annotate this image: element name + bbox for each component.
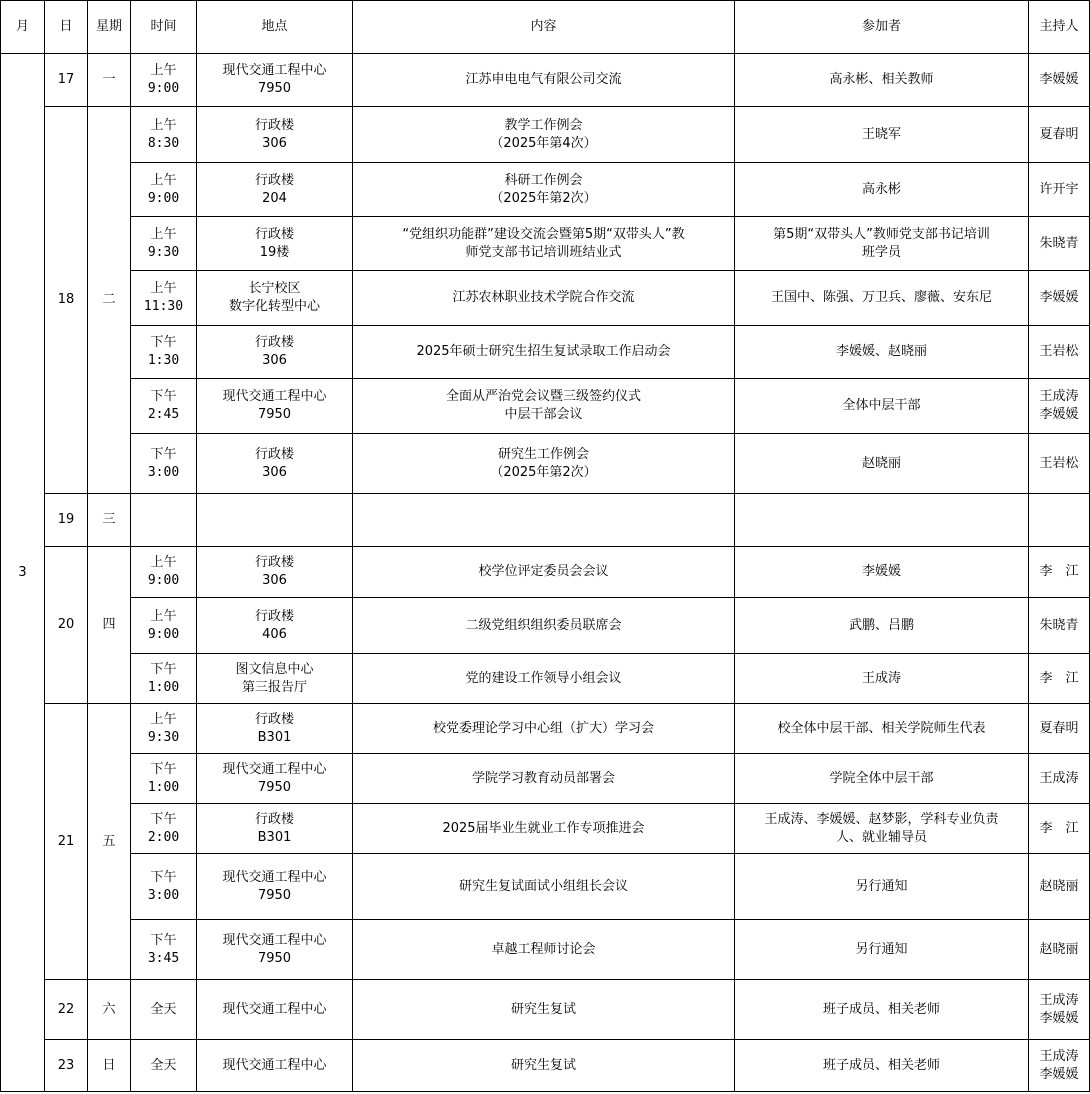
- day-cell: 21: [45, 704, 88, 980]
- header-row: [1, 1, 1090, 54]
- time-cell: 上午 9:00: [131, 54, 197, 107]
- content-cell: 研究生复试: [353, 980, 735, 1040]
- host-cell: 夏春明: [1029, 107, 1090, 163]
- participants-cell: 班子成员、相关老师: [735, 980, 1029, 1040]
- time-cell: 全天: [131, 980, 197, 1040]
- content-cell: 卓越工程师讨论会: [353, 920, 735, 980]
- content-cell: [353, 494, 735, 547]
- host-cell: 王成涛 李媛媛: [1029, 379, 1090, 434]
- participants-cell: 班子成员、相关老师: [735, 1040, 1029, 1092]
- time-cell: 下午 2:00: [131, 804, 197, 854]
- content-cell: 全面从严治党会议暨三级签约仪式 中层干部会议: [353, 379, 735, 434]
- location-cell: 现代交通工程中心 7950: [197, 920, 353, 980]
- content-cell: 2025年硕士研究生招生复试录取工作启动会: [353, 326, 735, 379]
- time-cell: 下午 3:45: [131, 920, 197, 980]
- location-cell: 现代交通工程中心 7950: [197, 379, 353, 434]
- participants-cell: 王成涛、李媛媛、赵梦影，学科专业负责 人、就业辅导员: [735, 804, 1029, 854]
- table-row: [1, 217, 1090, 271]
- month-cell: 3: [1, 54, 45, 1092]
- location-cell: 图文信息中心 第三报告厅: [197, 654, 353, 704]
- content-cell: 科研工作例会 （2025年第2次）: [353, 163, 735, 217]
- content-cell: 教学工作例会 （2025年第4次）: [353, 107, 735, 163]
- day-cell: 17: [45, 54, 88, 107]
- table-row: [1, 704, 1090, 754]
- time-cell: 下午 3:00: [131, 854, 197, 920]
- host-cell: 李媛媛: [1029, 54, 1090, 107]
- participants-cell: 校全体中层干部、相关学院师生代表: [735, 704, 1029, 754]
- participants-cell: 另行通知: [735, 920, 1029, 980]
- content-cell: 学院学习教育动员部署会: [353, 754, 735, 804]
- participants-cell: 学院全体中层干部: [735, 754, 1029, 804]
- location-cell: 现代交通工程中心 7950: [197, 54, 353, 107]
- table-row: [1, 598, 1090, 654]
- table-row: [1, 163, 1090, 217]
- location-cell: 现代交通工程中心: [197, 980, 353, 1040]
- content-cell: 研究生工作例会 （2025年第2次）: [353, 434, 735, 494]
- table-row: [1, 326, 1090, 379]
- weekday-cell: 六: [88, 980, 131, 1040]
- header-weekday: 星期: [88, 1, 131, 54]
- host-cell: 朱晓青: [1029, 217, 1090, 271]
- time-cell: 上午 9:30: [131, 704, 197, 754]
- host-cell: 夏春明: [1029, 704, 1090, 754]
- location-cell: 行政楼 306: [197, 434, 353, 494]
- time-cell: 下午 3:00: [131, 434, 197, 494]
- participants-cell: 第5期“双带头人”教师党支部书记培训 班学员: [735, 217, 1029, 271]
- day-cell: 22: [45, 980, 88, 1040]
- location-cell: 现代交通工程中心 7950: [197, 754, 353, 804]
- participants-cell: 高永彬、相关教师: [735, 54, 1029, 107]
- time-cell: 上午 9:00: [131, 547, 197, 598]
- content-cell: 校学位评定委员会会议: [353, 547, 735, 598]
- time-cell: 下午 1:00: [131, 754, 197, 804]
- content-cell: 江苏申电电气有限公司交流: [353, 54, 735, 107]
- time-cell: 下午 1:30: [131, 326, 197, 379]
- day-cell: 19: [45, 494, 88, 547]
- content-cell: 二级党组织组织委员联席会: [353, 598, 735, 654]
- header-content: 内容: [353, 1, 735, 54]
- weekday-cell: 日: [88, 1040, 131, 1092]
- weekday-cell: 三: [88, 494, 131, 547]
- location-cell: [197, 494, 353, 547]
- header-host: 主持人: [1029, 1, 1090, 54]
- content-cell: 校党委理论学习中心组（扩大）学习会: [353, 704, 735, 754]
- participants-cell: 李媛媛、赵晓丽: [735, 326, 1029, 379]
- content-cell: 党的建设工作领导小组会议: [353, 654, 735, 704]
- content-cell: “党组织功能群”建设交流会暨第5期“双带头人”教 师党支部书记培训班结业式: [353, 217, 735, 271]
- content-cell: 研究生复试面试小组组长会议: [353, 854, 735, 920]
- host-cell: 王成涛 李媛媛: [1029, 1040, 1090, 1092]
- table-row: [1, 980, 1090, 1040]
- table-row: [1, 920, 1090, 980]
- header-day: 日: [45, 1, 88, 54]
- time-cell: 下午 2:45: [131, 379, 197, 434]
- time-cell: 上午 9:30: [131, 217, 197, 271]
- table-row: [1, 1040, 1090, 1092]
- table-row: [1, 271, 1090, 326]
- participants-cell: 赵晓丽: [735, 434, 1029, 494]
- participants-cell: 王国中、陈强、万卫兵、廖薇、安东尼: [735, 271, 1029, 326]
- host-cell: 朱晓青: [1029, 598, 1090, 654]
- participants-cell: 另行通知: [735, 854, 1029, 920]
- host-cell: [1029, 494, 1090, 547]
- time-cell: 上午 8:30: [131, 107, 197, 163]
- table-row: [1, 107, 1090, 163]
- table-row: [1, 54, 1090, 107]
- host-cell: 李 江: [1029, 654, 1090, 704]
- weekday-cell: 二: [88, 107, 131, 494]
- location-cell: 行政楼 204: [197, 163, 353, 217]
- time-cell: 下午 1:00: [131, 654, 197, 704]
- location-cell: 行政楼 19楼: [197, 217, 353, 271]
- weekday-cell: 五: [88, 704, 131, 980]
- header-location: 地点: [197, 1, 353, 54]
- table-row: [1, 804, 1090, 854]
- host-cell: 王成涛 李媛媛: [1029, 980, 1090, 1040]
- header-participants: 参加者: [735, 1, 1029, 54]
- location-cell: 行政楼 406: [197, 598, 353, 654]
- host-cell: 许开宇: [1029, 163, 1090, 217]
- location-cell: 行政楼 306: [197, 107, 353, 163]
- content-cell: 研究生复试: [353, 1040, 735, 1092]
- table-row: [1, 494, 1090, 547]
- time-cell: 上午 9:00: [131, 598, 197, 654]
- location-cell: 行政楼 B301: [197, 704, 353, 754]
- host-cell: 王岩松: [1029, 434, 1090, 494]
- weekday-cell: 一: [88, 54, 131, 107]
- time-cell: 上午 9:00: [131, 163, 197, 217]
- participants-cell: 全体中层干部: [735, 379, 1029, 434]
- participants-cell: 王晓军: [735, 107, 1029, 163]
- day-cell: 20: [45, 547, 88, 704]
- participants-cell: 高永彬: [735, 163, 1029, 217]
- table-row: [1, 654, 1090, 704]
- location-cell: 行政楼 306: [197, 326, 353, 379]
- table-row: [1, 854, 1090, 920]
- time-cell: 全天: [131, 1040, 197, 1092]
- time-cell: 上午 11:30: [131, 271, 197, 326]
- host-cell: 李媛媛: [1029, 271, 1090, 326]
- host-cell: 赵晓丽: [1029, 920, 1090, 980]
- time-cell: [131, 494, 197, 547]
- host-cell: 赵晓丽: [1029, 854, 1090, 920]
- location-cell: 现代交通工程中心: [197, 1040, 353, 1092]
- participants-cell: [735, 494, 1029, 547]
- host-cell: 李 江: [1029, 547, 1090, 598]
- location-cell: 长宁校区 数字化转型中心: [197, 271, 353, 326]
- location-cell: 行政楼 306: [197, 547, 353, 598]
- weekday-cell: 四: [88, 547, 131, 704]
- content-cell: 2025届毕业生就业工作专项推进会: [353, 804, 735, 854]
- table-row: [1, 379, 1090, 434]
- table-row: [1, 754, 1090, 804]
- header-time: 时间: [131, 1, 197, 54]
- content-cell: 江苏农林职业技术学院合作交流: [353, 271, 735, 326]
- day-cell: 23: [45, 1040, 88, 1092]
- table-row: [1, 547, 1090, 598]
- day-cell: 18: [45, 107, 88, 494]
- location-cell: 行政楼 B301: [197, 804, 353, 854]
- header-month: 月: [1, 1, 45, 54]
- participants-cell: 武鹏、吕鹏: [735, 598, 1029, 654]
- table-row: [1, 434, 1090, 494]
- host-cell: 王成涛: [1029, 754, 1090, 804]
- participants-cell: 王成涛: [735, 654, 1029, 704]
- participants-cell: 李媛媛: [735, 547, 1029, 598]
- location-cell: 现代交通工程中心 7950: [197, 854, 353, 920]
- host-cell: 王岩松: [1029, 326, 1090, 379]
- host-cell: 李 江: [1029, 804, 1090, 854]
